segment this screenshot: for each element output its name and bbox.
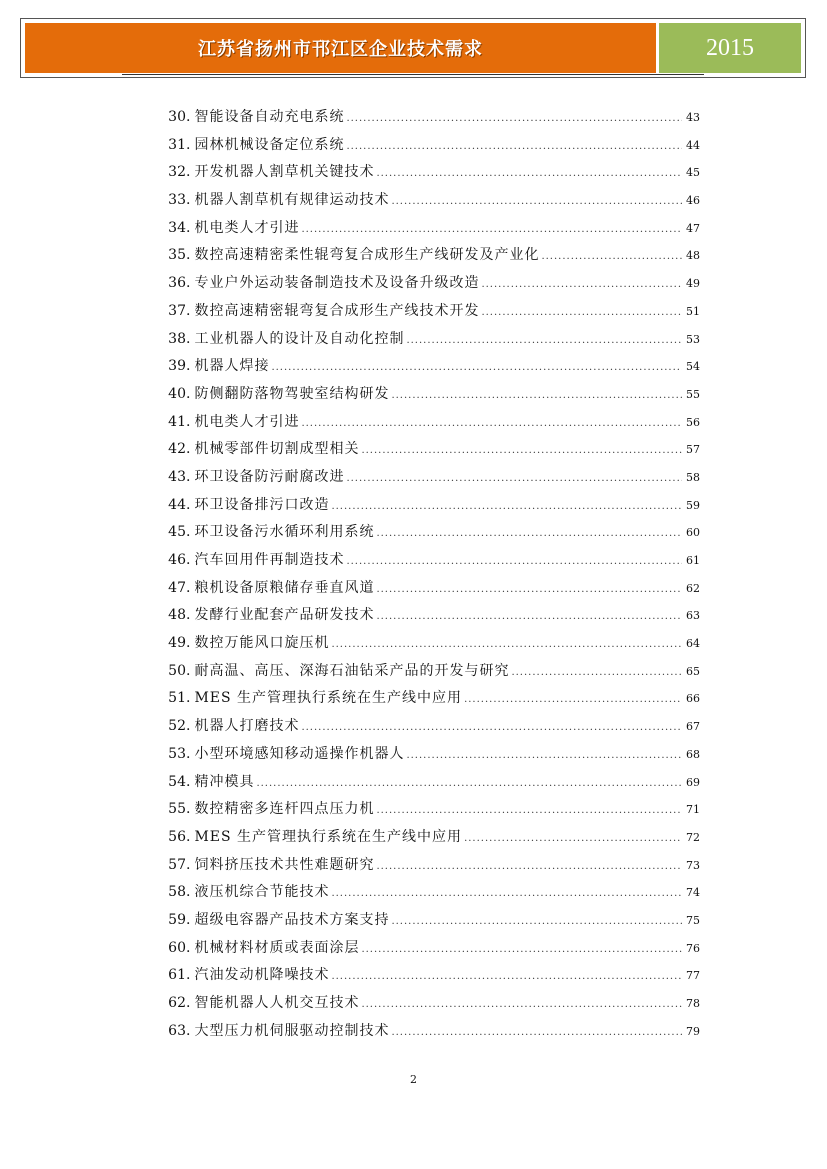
toc-dot-leader (361, 999, 682, 1010)
toc-dot-leader (346, 556, 682, 567)
toc-entry[interactable] (152, 660, 700, 688)
toc-entry-separator: . (186, 330, 191, 347)
toc-entry[interactable] (152, 466, 700, 494)
toc-entry-number: 32 (168, 164, 186, 181)
toc-entry[interactable] (152, 217, 700, 245)
toc-entry-number: 41 (168, 413, 186, 430)
toc-entry-page: 77 (686, 969, 700, 983)
toc-dot-leader (481, 307, 682, 318)
toc-entry-page: 57 (686, 443, 700, 457)
toc-entry-separator: . (186, 690, 191, 707)
toc-entry-number: 33 (168, 192, 186, 209)
toc-entry-number: 47 (168, 579, 186, 596)
toc-entry-title: 粮机设备原粮储存垂直风道 (194, 579, 375, 596)
toc-entry-page: 53 (686, 332, 700, 346)
toc-dot-leader (331, 639, 682, 650)
toc-entry-page: 79 (686, 1024, 700, 1038)
toc-entry-number: 57 (168, 856, 186, 873)
toc-entry-page: 66 (686, 692, 700, 706)
toc-entry-number: 56 (168, 828, 186, 845)
toc-entry-title: 环卫设备污水循环利用系统 (194, 524, 375, 541)
toc-entry-title: 机电类人才引进 (194, 219, 300, 236)
toc-entry-page: 78 (686, 997, 700, 1010)
toc-dot-leader (301, 722, 682, 733)
toc-entry-separator: . (186, 828, 191, 845)
toc-entry-page: 67 (686, 720, 700, 734)
toc-entry[interactable] (152, 771, 700, 799)
toc-entry-number: 51 (168, 690, 186, 707)
toc-entry-separator: . (186, 385, 191, 402)
toc-entry-page: 76 (686, 941, 700, 955)
toc-entry-page: 47 (686, 221, 700, 235)
toc-entry[interactable] (152, 937, 700, 965)
toc-entry-title: MES 生产管理执行系统在生产线中应用 (194, 690, 463, 707)
toc-entry-separator: . (186, 773, 191, 790)
toc-dot-leader (391, 196, 682, 207)
toc-entry-title: 工业机器人的设计及自动化控制 (194, 330, 405, 347)
toc-entry-page: 63 (686, 609, 700, 623)
toc-entry-page: 44 (686, 138, 700, 152)
toc-entry-number: 36 (168, 275, 186, 292)
toc-dot-leader (481, 279, 682, 290)
toc-entry-separator: . (186, 718, 191, 735)
toc-entry-separator: . (186, 856, 191, 873)
toc-entry-number: 46 (168, 552, 186, 568)
toc-entry[interactable] (152, 300, 700, 328)
toc-dot-leader (361, 445, 682, 456)
toc-entry[interactable] (152, 964, 700, 992)
toc-entry-number: 62 (168, 995, 186, 1011)
page-header (20, 18, 806, 78)
toc-entry[interactable] (152, 438, 700, 466)
toc-dot-leader (391, 1027, 682, 1038)
toc-dot-leader (256, 778, 682, 789)
toc-entry-number: 30 (168, 109, 186, 125)
toc-entry[interactable] (152, 881, 700, 909)
toc-entry[interactable] (152, 715, 700, 743)
toc-entry-page: 71 (686, 803, 700, 817)
toc-entry-number: 54 (168, 773, 186, 790)
toc-entry-separator: . (186, 801, 191, 818)
toc-entry-separator: . (186, 358, 191, 375)
toc-entry-title: 机械零部件切割成型相关 (194, 441, 360, 458)
toc-entry[interactable] (152, 743, 700, 771)
toc-entry[interactable] (152, 494, 700, 522)
toc-entry-title: 汽车回用件再制造技术 (194, 552, 345, 568)
toc-entry[interactable] (152, 604, 700, 632)
toc-dot-leader (346, 113, 682, 124)
toc-entry[interactable] (152, 189, 700, 217)
header-rule (122, 74, 704, 75)
toc-dot-leader (406, 750, 682, 761)
toc-dot-leader (346, 141, 682, 152)
toc-entry-title: 防侧翻防落物驾驶室结构研发 (194, 385, 390, 402)
toc-dot-leader (376, 584, 682, 595)
toc-entry-title: 开发机器人割草机关键技术 (194, 164, 375, 181)
toc-entry-title: 汽油发动机降噪技术 (194, 967, 330, 984)
toc-entry-title: 机电类人才引进 (194, 413, 300, 430)
toc-entry-title: 环卫设备防污耐腐改进 (194, 468, 345, 485)
toc-entry-separator: . (186, 911, 191, 928)
toc-entry-page: 73 (686, 858, 700, 872)
toc-entry-separator: . (186, 524, 191, 541)
toc-entry-number: 61 (168, 967, 186, 984)
toc-entry[interactable] (152, 134, 700, 162)
toc-entry-separator: . (186, 468, 191, 485)
toc-entry-number: 39 (168, 358, 186, 375)
toc-entry-number: 44 (168, 496, 186, 513)
header-year: 2015 (706, 34, 754, 61)
toc-entry-separator: . (186, 275, 191, 292)
toc-dot-leader (391, 916, 682, 927)
toc-entry-separator: . (186, 496, 191, 513)
toc-entry-page: 68 (686, 747, 700, 761)
toc-entry-page: 48 (686, 249, 700, 263)
toc-entry[interactable] (152, 577, 700, 605)
toc-entry-number: 43 (168, 468, 186, 485)
toc-entry-page: 60 (686, 526, 700, 540)
toc-entry-title: MES 生产管理执行系统在生产线中应用 (194, 828, 463, 845)
toc-entry-separator: . (186, 302, 191, 319)
toc-entry[interactable] (152, 632, 700, 660)
header-title-box (25, 23, 656, 73)
toc-dot-leader (406, 335, 682, 346)
toc-entry-number: 35 (168, 247, 186, 264)
toc-dot-leader (511, 667, 682, 678)
toc-entry-separator: . (186, 745, 191, 762)
toc-entry[interactable] (152, 798, 700, 826)
toc-entry-title: 环卫设备排污口改造 (194, 496, 330, 513)
toc-entry-page: 72 (686, 830, 700, 844)
toc-entry-separator: . (186, 247, 191, 264)
header-title: 江苏省扬州市邗江区企业技术需求 (198, 39, 483, 60)
header-year-box (659, 23, 801, 73)
toc-entry-separator: . (186, 413, 191, 430)
toc-entry-page: 58 (686, 470, 700, 484)
toc-entry-title: 机器人割草机有规律运动技术 (194, 192, 390, 209)
toc-entry[interactable] (152, 1020, 700, 1048)
toc-dot-leader (301, 224, 682, 235)
toc-entry-title: 机械材料材质或表面涂层 (194, 939, 360, 956)
toc-dot-leader (331, 971, 682, 982)
toc-entry-title: 精冲模具 (194, 773, 255, 790)
toc-entry-title: 机器人焊接 (194, 358, 270, 375)
toc-entry[interactable] (152, 328, 700, 356)
toc-entry-title: 发酵行业配套产品研发技术 (194, 607, 375, 624)
toc-entry-number: 31 (168, 136, 186, 153)
toc-entry-separator: . (186, 662, 191, 679)
toc-entry-separator: . (186, 607, 191, 624)
toc-entry[interactable] (152, 992, 700, 1020)
toc-dot-leader (346, 473, 682, 484)
toc-entry[interactable] (152, 161, 700, 189)
toc-entry[interactable] (152, 909, 700, 937)
toc-entry-page: 64 (686, 637, 700, 651)
toc-entry-separator: . (186, 164, 191, 181)
toc-entry-title: 数控精密多连杆四点压力机 (194, 801, 375, 818)
toc-entry[interactable] (152, 826, 700, 854)
toc-entry-separator: . (186, 219, 191, 236)
toc-entry[interactable] (152, 383, 700, 411)
toc-dot-leader (376, 861, 682, 872)
toc-entry-page: 51 (686, 304, 700, 318)
toc-entry-page: 45 (686, 166, 700, 180)
toc-entry[interactable] (152, 272, 700, 300)
toc-dot-leader (361, 944, 682, 955)
toc-entry-page: 69 (686, 775, 700, 789)
toc-entry-separator: . (186, 109, 191, 125)
toc-entry-title: 机器人打磨技术 (194, 718, 300, 735)
toc-dot-leader (301, 418, 682, 429)
toc-entry[interactable] (152, 521, 700, 549)
toc-entry-separator: . (186, 1022, 191, 1039)
toc-entry-number: 53 (168, 745, 186, 762)
toc-entry[interactable] (152, 549, 700, 577)
toc-dot-leader (331, 888, 682, 899)
toc-entry-number: 38 (168, 330, 186, 347)
toc-entry[interactable] (152, 244, 700, 272)
table-of-contents (152, 106, 700, 1047)
toc-entry-separator: . (186, 884, 191, 901)
toc-entry-page: 49 (686, 277, 700, 291)
toc-entry-title: 小型环境感知移动遥操作机器人 (194, 745, 405, 762)
toc-entry-page: 62 (686, 581, 700, 595)
toc-entry-page: 61 (686, 554, 700, 567)
toc-entry-title: 大型压力机伺服驱动控制技术 (194, 1022, 390, 1039)
toc-entry-title: 智能设备自动充电系统 (194, 109, 345, 125)
toc-entry-title: 智能机器人人机交互技术 (194, 995, 360, 1011)
toc-entry-title: 数控万能风口旋压机 (194, 635, 330, 652)
toc-entry-separator: . (186, 635, 191, 652)
toc-entry-number: 48 (168, 607, 186, 624)
toc-entry[interactable] (152, 355, 700, 383)
toc-entry[interactable] (152, 687, 700, 715)
toc-entry-number: 60 (168, 939, 186, 956)
toc-entry[interactable] (152, 106, 700, 134)
toc-entry-separator: . (186, 579, 191, 596)
toc-dot-leader (376, 168, 682, 179)
toc-dot-leader (376, 805, 682, 816)
toc-entry-title: 数控高速精密辊弯复合成形生产线技术开发 (194, 302, 480, 319)
toc-dot-leader (331, 501, 682, 512)
toc-entry-number: 49 (168, 635, 186, 652)
toc-entry-page: 54 (686, 360, 700, 374)
toc-entry-number: 58 (168, 884, 186, 901)
toc-entry-page: 75 (686, 913, 700, 927)
toc-entry-page: 65 (686, 664, 700, 678)
toc-entry-title: 园林机械设备定位系统 (194, 136, 345, 153)
toc-entry-separator: . (186, 192, 191, 209)
toc-entry-title: 饲料挤压技术共性难题研究 (194, 856, 375, 873)
toc-entry-page: 46 (686, 194, 700, 208)
toc-entry-title: 专业户外运动装备制造技术及设备升级改造 (194, 275, 480, 292)
toc-entry-number: 42 (168, 441, 186, 458)
toc-entry-title: 数控高速精密柔性辊弯复合成形生产线研发及产业化 (194, 247, 540, 264)
toc-entry-number: 63 (168, 1022, 186, 1039)
toc-entry[interactable] (152, 411, 700, 439)
toc-entry-number: 40 (168, 385, 186, 402)
page-number: 2 (410, 1073, 417, 1086)
toc-entry-number: 45 (168, 524, 186, 541)
toc-entry-number: 50 (168, 662, 186, 679)
toc-dot-leader (271, 362, 682, 373)
toc-entry-number: 34 (168, 219, 186, 236)
toc-entry-separator: . (186, 552, 191, 568)
toc-entry-separator: . (186, 995, 191, 1011)
toc-entry-title: 液压机综合节能技术 (194, 884, 330, 901)
toc-entry-separator: . (186, 967, 191, 984)
toc-entry-number: 55 (168, 801, 186, 818)
toc-entry[interactable] (152, 854, 700, 882)
toc-entry-page: 55 (686, 387, 700, 401)
toc-dot-leader (376, 611, 682, 622)
toc-dot-leader (541, 251, 682, 262)
toc-dot-leader (391, 390, 682, 401)
toc-entry-title: 超级电容器产品技术方案支持 (194, 911, 390, 928)
toc-entry-separator: . (186, 939, 191, 956)
toc-entry-page: 74 (686, 886, 700, 900)
toc-entry-number: 52 (168, 718, 186, 735)
toc-entry-page: 43 (686, 111, 700, 124)
toc-entry-page: 56 (686, 415, 700, 429)
toc-entry-title: 耐高温、高压、深海石油钻采产品的开发与研究 (194, 662, 510, 679)
toc-entry-number: 59 (168, 911, 186, 928)
toc-dot-leader (464, 694, 682, 705)
toc-entry-number: 37 (168, 302, 186, 319)
toc-entry-separator: . (186, 136, 191, 153)
toc-entry-page: 59 (686, 498, 700, 512)
toc-dot-leader (464, 833, 682, 844)
toc-entry-separator: . (186, 441, 191, 458)
toc-dot-leader (376, 528, 682, 539)
